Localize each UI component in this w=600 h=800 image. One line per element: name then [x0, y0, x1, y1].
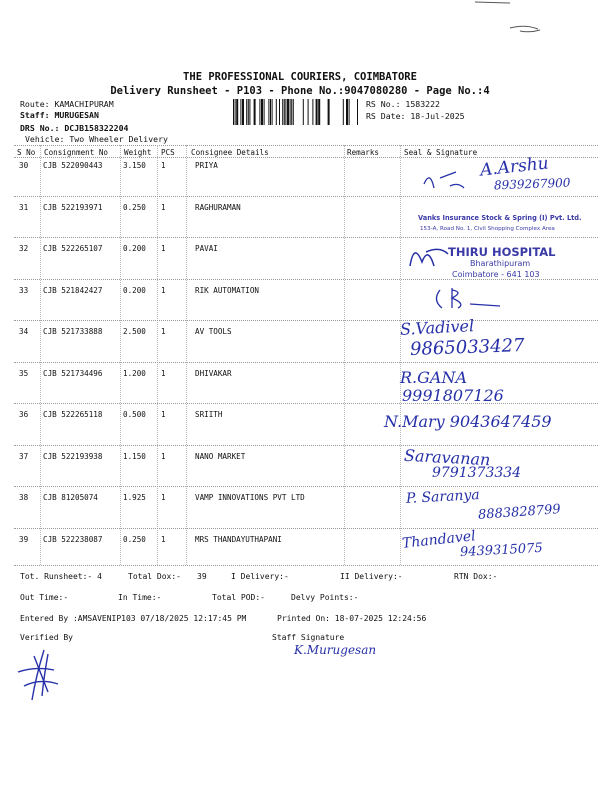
phone-row-39: 9439315075: [459, 540, 544, 561]
total-pod: Total POD:-: [212, 593, 265, 602]
staff-signature: K.Murugesan: [294, 643, 377, 657]
scan-mark-top-right: [470, 0, 590, 40]
row-consignment: CJB 521733888: [43, 327, 103, 336]
barcode-bar: [261, 99, 263, 125]
barcode-bar: [282, 99, 283, 125]
phone-row-35: 9991807126: [402, 386, 504, 405]
row-consignee: NANO MARKET: [195, 452, 246, 461]
barcode-bar: [291, 99, 292, 125]
barcode-bar: [346, 99, 348, 125]
barcode-bar: [316, 99, 318, 125]
entered-by: Entered By :AMSAVENIP103 07/18/2025 12:17:45 PM: [20, 614, 247, 623]
barcode-bar: [248, 99, 249, 125]
barcode-bar: [235, 99, 236, 125]
barcode-bar: [308, 99, 309, 125]
barcode-bar: [343, 99, 344, 125]
barcode-bar: [328, 99, 330, 125]
in-time: In Time:-: [118, 593, 162, 602]
row-consignee: RIK AUTOMATION: [195, 286, 260, 295]
row-pcs: 1: [161, 244, 166, 253]
row-sno: 30: [19, 161, 29, 170]
row-pcs: 1: [161, 369, 166, 378]
row-weight: 0.250: [123, 203, 146, 212]
row-sno: 33: [19, 286, 29, 295]
rs-number: RS No.: 1583222: [366, 99, 440, 109]
row-divider: [14, 196, 598, 197]
row-sno: 34: [19, 327, 29, 336]
barcode-bar: [264, 99, 265, 125]
row-weight: 1.200: [123, 369, 146, 378]
row-consignment: CJB 522090443: [43, 161, 103, 170]
ii-delivery: II Delivery:-: [340, 572, 403, 581]
barcode-bar: [242, 99, 244, 125]
name-row-35: R.GANA: [400, 368, 468, 387]
barcode-bar: [246, 99, 247, 125]
row-consignee: DHIVAKAR: [195, 369, 232, 378]
phone-row-30: 8939267900: [493, 175, 571, 193]
signature-row-32: [404, 236, 454, 276]
row-consignee: AV TOOLS: [195, 327, 232, 336]
col-divider: [40, 145, 41, 565]
row-sno: 39: [19, 535, 29, 544]
barcode-bar: [270, 99, 271, 125]
row-sno: 35: [19, 369, 29, 378]
barcode-bar: [272, 99, 273, 125]
barcode-bar: [236, 99, 238, 125]
row-pcs: 1: [161, 535, 166, 544]
out-time: Out Time:-: [20, 593, 69, 602]
barcode-bar: [284, 99, 285, 125]
row-sno: 32: [19, 244, 29, 253]
row-divider: [14, 320, 598, 321]
signature-row-30: A.Arshu: [479, 153, 550, 181]
row-divider: [14, 528, 598, 529]
rtn-dox: RTN Dox:-: [454, 572, 498, 581]
company-title: THE PROFESSIONAL COURIERS, COIMBATORE: [183, 71, 417, 83]
name-row-38: P. Saranya: [405, 487, 481, 507]
row-pcs: 1: [161, 410, 166, 419]
row-consignee: PAVAI: [195, 244, 218, 253]
stamp-row-31-line2: 153-A, Road No. 1, Civil Shopping Complex Area: [420, 226, 555, 232]
row-consignment: CJB 522193938: [43, 452, 103, 461]
row-divider: [14, 445, 598, 446]
row-consignment: CJB 522265118: [43, 410, 103, 419]
row-pcs: 1: [161, 286, 166, 295]
row-divider: [14, 403, 598, 404]
stamp-row-32-line2: Bharathipuram: [470, 259, 531, 268]
col-divider: [344, 145, 345, 565]
row-divider: [14, 362, 598, 363]
staff-label: Staff: MURUGESAN: [20, 110, 99, 120]
row-weight: 3.150: [123, 161, 146, 170]
col-pcs: PCS: [161, 148, 175, 157]
barcode-bar: [276, 99, 277, 125]
col-remarks: Remarks: [347, 148, 380, 157]
row-divider: [14, 279, 598, 280]
row-weight: 0.500: [123, 410, 146, 419]
signature-row-33: [430, 284, 510, 314]
row-sno: 38: [19, 493, 29, 502]
verified-signature: [14, 646, 64, 706]
barcode-bar: [290, 99, 291, 125]
barcode-bar: [287, 99, 289, 125]
col-weight: Weight: [124, 148, 152, 157]
row-consignment: CJB 522265107: [43, 244, 103, 253]
row-weight: 0.200: [123, 244, 146, 253]
drs-number: DRS No.: DCJB158322204: [20, 123, 129, 133]
col-sno: S No: [17, 148, 36, 157]
col-consignee: Consignee Details: [191, 148, 269, 157]
scribble-row-30: [420, 166, 480, 196]
row-weight: 2.500: [123, 327, 146, 336]
row-pcs: 1: [161, 161, 166, 170]
row-consignee: RAGHURAMAN: [195, 203, 241, 212]
name-row-37: Saravanan: [403, 445, 491, 470]
staff-signature-label: Staff Signature: [272, 633, 345, 642]
tot-runsheet: Tot. Runsheet:- 4: [20, 572, 102, 581]
barcode-bar: [349, 99, 350, 125]
delvy-points: Delvy Points:-: [291, 593, 359, 602]
row-pcs: 1: [161, 327, 166, 336]
barcode-bar: [318, 99, 320, 125]
barcode-bar: [240, 99, 241, 125]
barcode-bar: [312, 99, 313, 125]
row-sno: 37: [19, 452, 29, 461]
row-consignee: SRIITH: [195, 410, 223, 419]
row-pcs: 1: [161, 203, 166, 212]
route-label: Route: KAMACHIPURAM: [20, 99, 114, 109]
barcode-bar: [279, 99, 280, 125]
runsheet-title: Delivery Runsheet - P103 - Phone No.:9047080280 - Page No.:4: [110, 85, 490, 97]
barcode-bar: [249, 99, 250, 125]
verified-by: Verified By: [20, 633, 73, 642]
col-divider: [120, 145, 121, 565]
barcode-bar: [259, 99, 260, 125]
row-consignment: CJB 522193971: [43, 203, 103, 212]
printed-on: Printed On: 18-07-2025 12:24:56: [277, 614, 427, 623]
row-consignment: CJB 521734496: [43, 369, 103, 378]
name-row-39: Thandavel: [401, 528, 477, 552]
row-weight: 1.925: [123, 493, 146, 502]
barcode-bar: [233, 99, 234, 125]
col-divider: [186, 145, 187, 565]
row-weight: 0.200: [123, 286, 146, 295]
col-consignment: Consignment No: [44, 148, 109, 157]
col-divider: [400, 145, 401, 565]
row-divider: [14, 486, 598, 487]
row-consignee: PRIYA: [195, 161, 218, 170]
barcode-bar: [268, 99, 269, 125]
stamp-row-32-name: THIRU HOSPITAL: [448, 245, 556, 259]
row-divider: [14, 237, 598, 238]
table-top-rule: [14, 145, 598, 146]
row-sno: 31: [19, 203, 29, 212]
col-seal-signature: Seal & Signature: [404, 148, 478, 157]
i-delivery: I Delivery:-: [231, 572, 289, 581]
row-consignment: CJB 522238087: [43, 535, 103, 544]
total-dox-label: Total Dox:-: [128, 572, 181, 581]
row-weight: 0.250: [123, 535, 146, 544]
row-consignee: MRS THANDAYUTHAPANI: [195, 535, 282, 544]
table-bottom-rule: [14, 565, 598, 566]
stamp-row-31-line1: Vanks Insurance Stock & Spring (I) Pvt. Ltd.: [418, 214, 582, 222]
row-weight: 1.150: [123, 452, 146, 461]
phone-row-38: 8883828799: [477, 502, 562, 523]
row-consignment: CJB 521842427: [43, 286, 103, 295]
row-pcs: 1: [161, 493, 166, 502]
barcode-bar: [254, 99, 256, 125]
row-pcs: 1: [161, 452, 166, 461]
row-consignment: CJB 81205074: [43, 493, 98, 502]
stamp-row-32-line3: Coimbatore - 641 103: [452, 270, 540, 279]
vehicle-label: Vehicle: Two Wheeler Delivery: [25, 134, 168, 144]
phone-row-37: 9791373334: [432, 465, 522, 481]
signature-row-36: N.Mary 9043647459: [384, 412, 552, 431]
col-divider: [157, 145, 158, 565]
row-consignee: VAMP INNOVATIONS PVT LTD: [195, 493, 305, 502]
barcode-bar: [293, 99, 294, 125]
barcode-bar: [285, 99, 286, 125]
row-sno: 36: [19, 410, 29, 419]
barcode-bar: [357, 99, 358, 125]
total-dox-value: 39: [197, 572, 207, 581]
phone-row-34: 9865033427: [409, 335, 525, 360]
barcode-bar: [303, 99, 304, 125]
rs-date: RS Date: 18-Jul-2025: [366, 111, 465, 121]
barcode: [233, 99, 359, 125]
name-row-34: S.Vadivel: [399, 316, 475, 339]
